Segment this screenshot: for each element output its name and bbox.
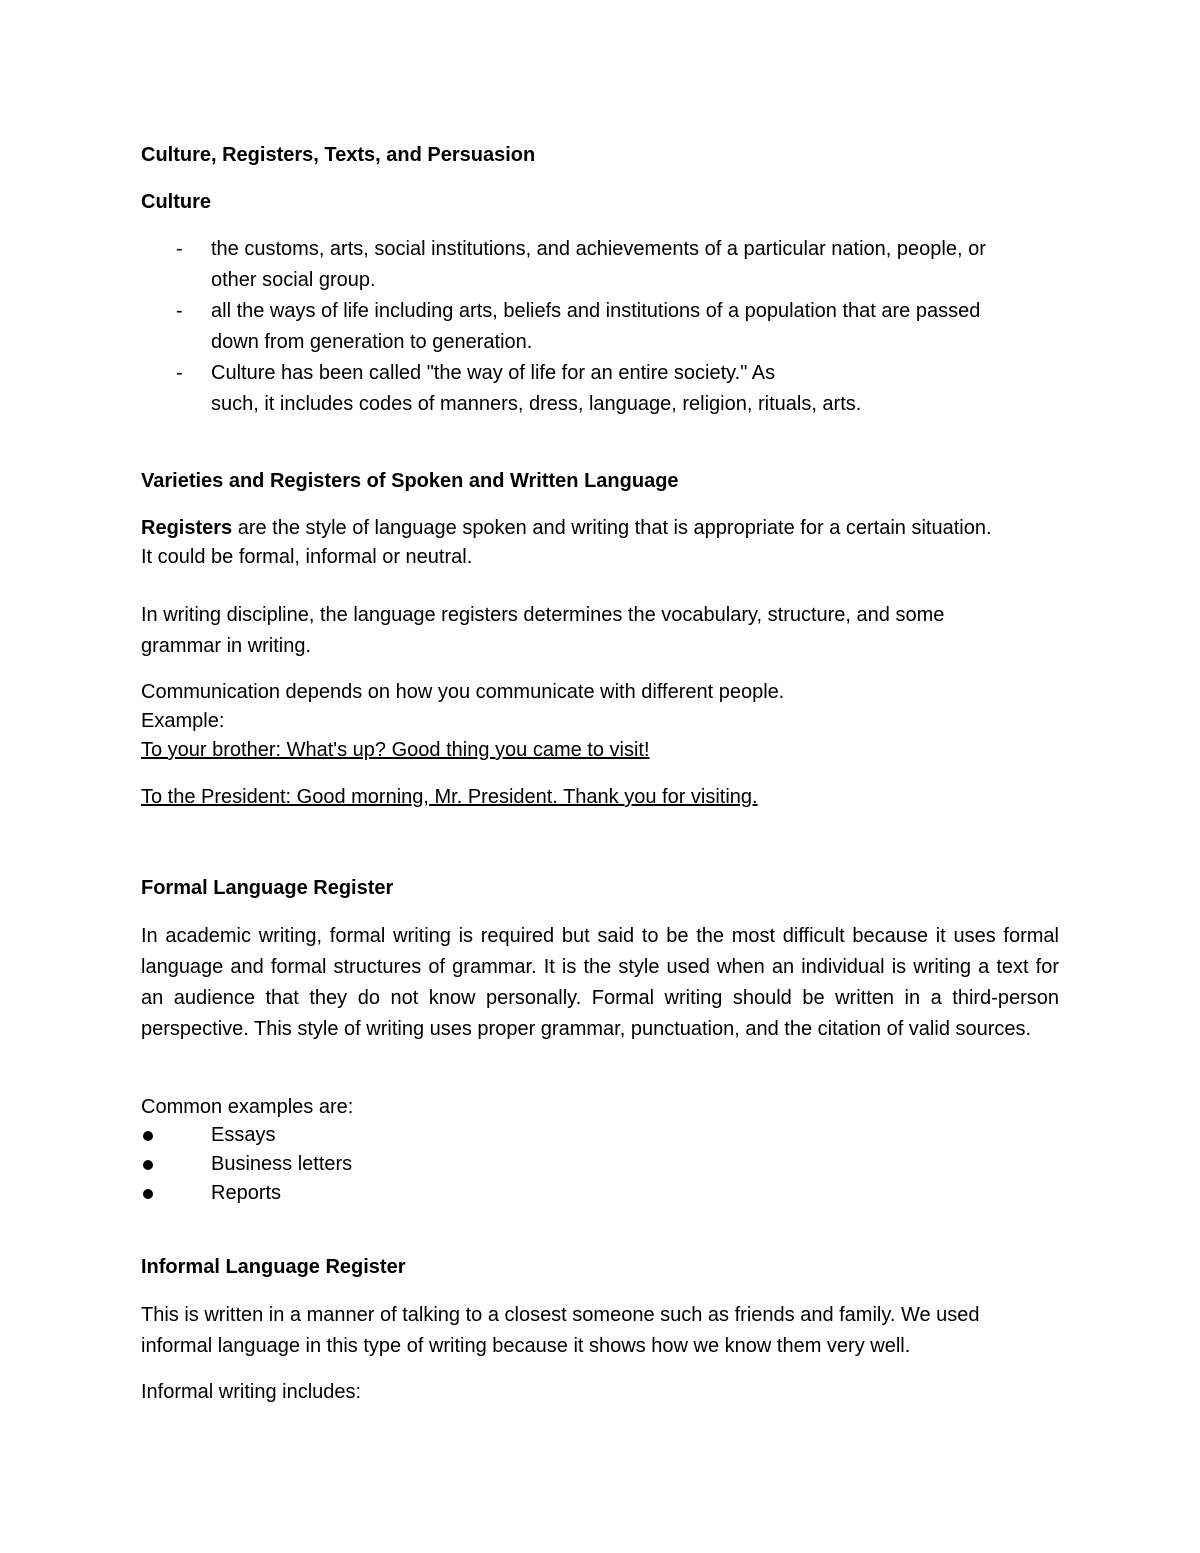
list-item: Reports — [211, 1182, 282, 1204]
list-item-line: all the ways of life including arts, beliefs and institutions of a population that are passed — [211, 300, 981, 322]
list-dash: - — [176, 238, 183, 260]
registers-definition: are the style of language spoken and writing that is appropriate for a certain situation. — [232, 517, 992, 539]
formal-paragraph: In academic writing, formal writing is required but said to be the most difficult because it uses formal language and formal structures of grammar. It is the style used when an individual is writing a text for an audience that they do not know personally. Formal writing should be written in a third-person perspective. This style of writing uses proper grammar, punctuation, and the citation of valid sources. — [141, 925, 1059, 1040]
list-item-line: the customs, arts, social institutions, and achievements of a particular nation, people, or — [211, 238, 986, 260]
registers-term: Registers — [141, 517, 233, 539]
list-item-line: Culture has been called "the way of life for an entire society." As — [211, 362, 776, 384]
list-dash: - — [176, 300, 183, 322]
communication-sentence: Communication depends on how you communicate with different people. — [141, 681, 785, 703]
list-item-line: down from generation to generation. — [211, 331, 533, 353]
bullet-icon — [143, 1189, 153, 1199]
formal-examples-intro: Common examples are: — [141, 1096, 354, 1118]
informal-includes-label: Informal writing includes: — [141, 1381, 362, 1403]
example-president: To the President: Good morning, Mr. President. Thank you for visiting. — [141, 786, 758, 808]
discipline-paragraph-line2: grammar in writing. — [141, 635, 312, 657]
registers-definition-line2: It could be formal, informal or neutral. — [141, 546, 473, 568]
list-item: Business letters — [211, 1153, 353, 1175]
bullet-icon — [143, 1131, 153, 1141]
informal-paragraph-line1: This is written in a manner of talking to a closest someone such as friends and family. We used — [141, 1304, 980, 1326]
bullet-icon — [143, 1160, 153, 1170]
section-heading-culture: Culture — [141, 191, 211, 213]
section-heading-formal: Formal Language Register — [141, 877, 394, 899]
list-item-line: other social group. — [211, 269, 376, 291]
list-item-line: such, it includes codes of manners, dress, language, religion, rituals, arts. — [211, 393, 862, 415]
document-title: Culture, Registers, Texts, and Persuasion — [141, 144, 536, 166]
informal-paragraph-line2: informal language in this type of writing because it shows how we know them very well. — [141, 1335, 911, 1357]
example-label: Example: — [141, 710, 225, 732]
list-dash: - — [176, 362, 183, 384]
registers-definition-line — [141, 513, 1061, 544]
discipline-paragraph-line1: In writing discipline, the language registers determines the vocabulary, structure, and some — [141, 604, 945, 626]
section-heading-informal: Informal Language Register — [141, 1256, 406, 1278]
list-item: Essays — [211, 1124, 276, 1146]
section-heading-varieties: Varieties and Registers of Spoken and Written Language — [141, 470, 679, 492]
example-brother: To your brother: What's up? Good thing you came to visit! — [141, 739, 650, 761]
